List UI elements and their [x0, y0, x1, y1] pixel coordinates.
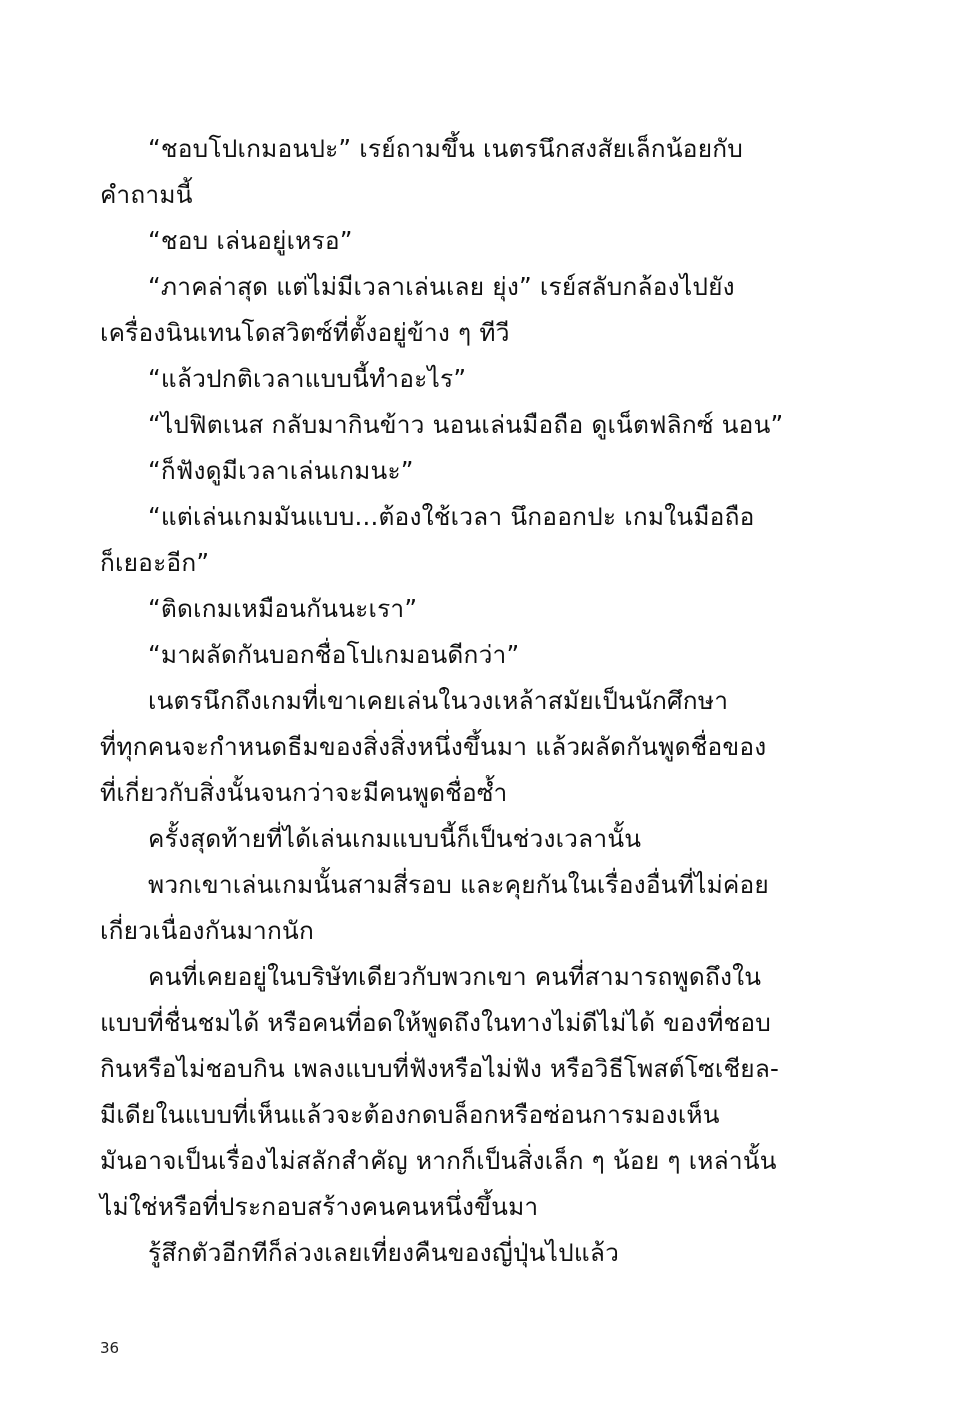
text-line: เครื่องนินเทนโดสวิตซ์ที่ตั้งอยู่ข้าง ๆ ทีวี	[100, 318, 510, 347]
paragraph	[100, 356, 790, 402]
text-line: “ไปฟิตเนส กลับมากินข้าว นอนเล่นมือถือ ดูเน็ตฟลิกซ์ นอน”	[148, 410, 784, 439]
text-line: เนตรนึกถึงเกมที่เขาเคยเล่นในวงเหล้าสมัยเป็นนักศึกษา	[148, 686, 729, 715]
text-line: ครั้งสุดท้ายที่ได้เล่นเกมแบบนี้ก็เป็นช่วงเวลานั้น	[148, 824, 642, 853]
page-number: 36	[100, 1339, 120, 1357]
text-line: “ภาคล่าสุด แต่ไม่มีเวลาเล่นเลย ยุ่ง” เรย์สลับกล้องไปยัง	[148, 272, 735, 301]
text-line: “มาผลัดกันบอกชื่อโปเกมอนดีกว่า”	[148, 640, 520, 669]
text-line: ที่เกี่ยวกับสิ่งนั้นจนกว่าจะมีคนพูดชื่อซ้ำ	[100, 778, 508, 807]
text-line: แบบที่ชื่นชมได้ หรือคนที่อดให้พูดถึงในทางไม่ดีไม่ได้ ของที่ชอบ	[100, 1008, 772, 1037]
text-line: “แล้วปกติเวลาแบบนี้ทำอะไร”	[148, 364, 467, 393]
text-line: คำถามนี้	[100, 180, 193, 209]
paragraph	[100, 862, 790, 954]
paragraph	[100, 632, 790, 678]
paragraph	[100, 264, 790, 356]
text-line: ก็เยอะอีก”	[100, 548, 210, 577]
text-line: ที่ทุกคนจะกำหนดธีมของสิ่งสิ่งหนึ่งขึ้นมา แล้วผลัดกันพูดชื่อของ	[100, 732, 767, 761]
text-line: “ชอบ เล่นอยู่เหรอ”	[148, 226, 353, 255]
paragraph	[100, 494, 790, 586]
text-line: “ติดเกมเหมือนกันนะเรา”	[148, 594, 418, 623]
text-line: “ก็ฟังดูมีเวลาเล่นเกมนะ”	[148, 456, 414, 485]
text-line: กินหรือไม่ชอบกิน เพลงแบบที่ฟังหรือไม่ฟัง หรือวิธีโพสต์โซเชียล-	[100, 1054, 780, 1083]
paragraph	[100, 126, 790, 218]
body-text	[100, 126, 790, 1276]
text-line: รู้สึกตัวอีกทีก็ล่วงเลยเที่ยงคืนของญี่ปุ่นไปแล้ว	[148, 1238, 620, 1267]
text-line: คนที่เคยอยู่ในบริษัทเดียวกับพวกเขา คนที่สามารถพูดถึงใน	[148, 962, 762, 991]
paragraph	[100, 586, 790, 632]
paragraph	[100, 402, 790, 448]
paragraph	[100, 448, 790, 494]
text-line: พวกเขาเล่นเกมนั้นสามสี่รอบ และคุยกันในเรื่องอื่นที่ไม่ค่อย	[148, 870, 769, 899]
paragraph	[100, 816, 790, 862]
paragraph	[100, 218, 790, 264]
text-line: มันอาจเป็นเรื่องไม่สลักสำคัญ หากก็เป็นสิ่งเล็ก ๆ น้อย ๆ เหล่านั้น	[100, 1146, 777, 1175]
text-line: เกี่ยวเนื่องกันมากนัก	[100, 916, 315, 945]
paragraph	[100, 1230, 790, 1276]
text-line: “แต่เล่นเกมมันแบบ...ต้องใช้เวลา นึกออกปะ เกมในมือถือ	[148, 502, 755, 531]
text-line: “ชอบโปเกมอนปะ” เรย์ถามขึ้น เนตรนึกสงสัยเล็กน้อยกับ	[148, 134, 744, 163]
text-line: ไม่ใช่หรือที่ประกอบสร้างคนคนหนึ่งขึ้นมา	[100, 1192, 539, 1221]
paragraph	[100, 678, 790, 816]
text-line: มีเดียในแบบที่เห็นแล้วจะต้องกดบล็อกหรือซ่อนการมองเห็น	[100, 1100, 720, 1129]
paragraph	[100, 954, 790, 1230]
